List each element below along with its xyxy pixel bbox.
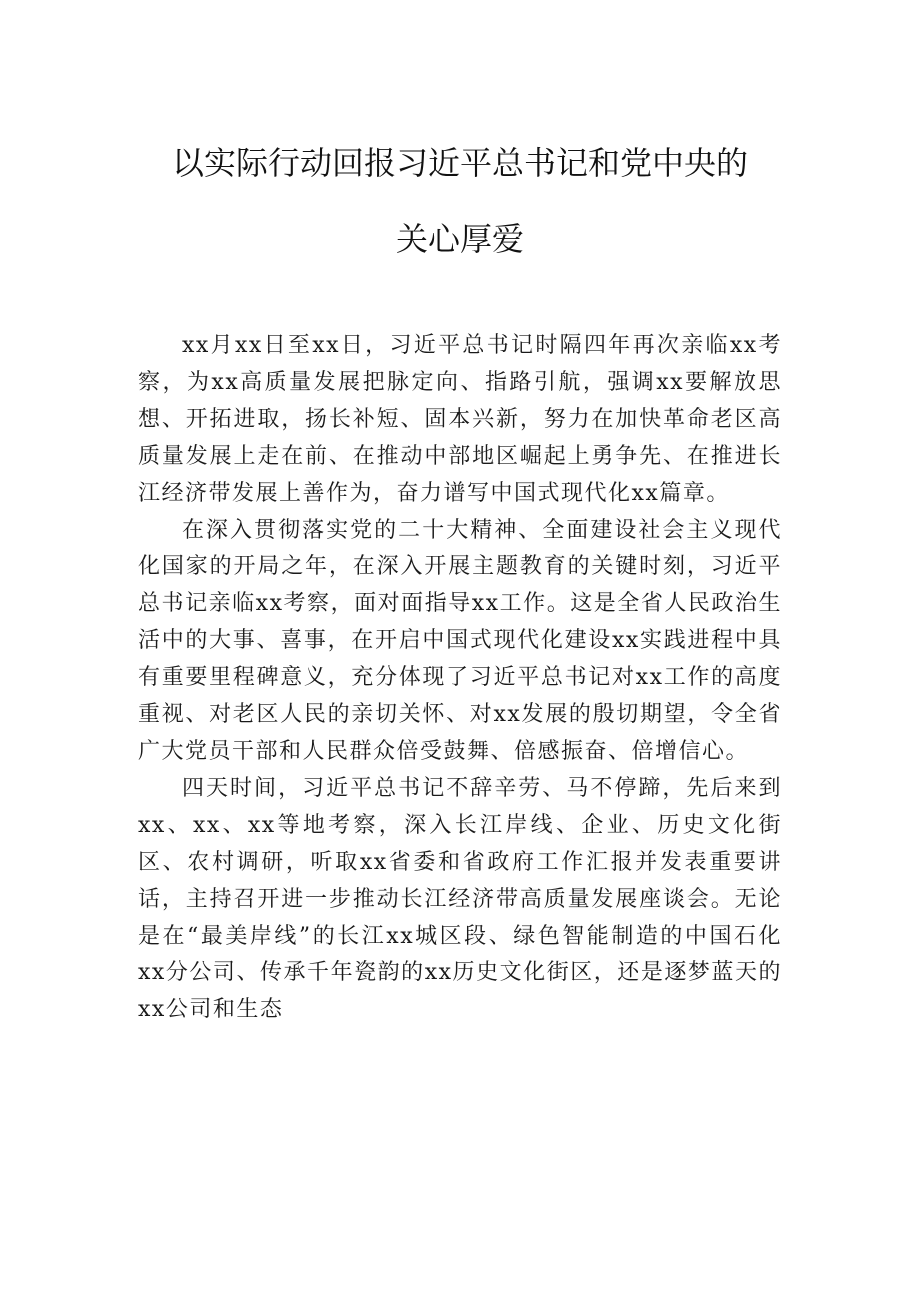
paragraph-2: 在深入贯彻落实党的二十大精神、全面建设社会主义现代化国家的开局之年，在深入开展主题教育的关键时刻，习近平总书记亲临xx考察，面对面指导xx工作。这是全省人民政治生活中的大事、喜事，在开启中国式现代化建设xx实践进程中具有重要里程碑意义，充分体现了习近平总书记对xx工作的高度重视、对老区人民的亲切关怀、对xx发展的殷切期望，令全省广大党员干部和人民群众倍受鼓舞、倍感振奋、倍增信心。	[138, 517, 782, 764]
document-title-line-1: 以实际行动回报习近平总书记和党中央的	[171, 144, 748, 182]
paragraph-1: xx月xx日至xx日，习近平总书记时隔四年再次亲临xx考察，为xx高质量发展把脉定向、指路引航，强调xx要解放思想、开拓进取，扬长补短、固本兴新，努力在加快革命老区高质量发展上走在前、在推动中部地区崛起上勇争先、在推进长江经济带发展上善作为，奋力谱写中国式现代化xx篇章。	[138, 333, 782, 506]
paragraph-3: 四天时间，习近平总书记不辞辛劳、马不停蹄，先后来到xx、xx、xx等地考察，深入长江岸线、企业、历史文化街区、农村调研，听取xx省委和省政府工作汇报并发表重要讲话，主持召开进一步推动长江经济带高质量发展座谈会。无论是在“最美岸线”的长江xx城区段、绿色智能制造的中国石化xx分公司、传承千年瓷韵的xx历史文化街区，还是逐梦蓝天的xx公司和生态	[138, 775, 782, 1023]
document-body	[138, 328, 782, 1029]
document-title-line-2: 关心厚爱	[395, 220, 524, 258]
